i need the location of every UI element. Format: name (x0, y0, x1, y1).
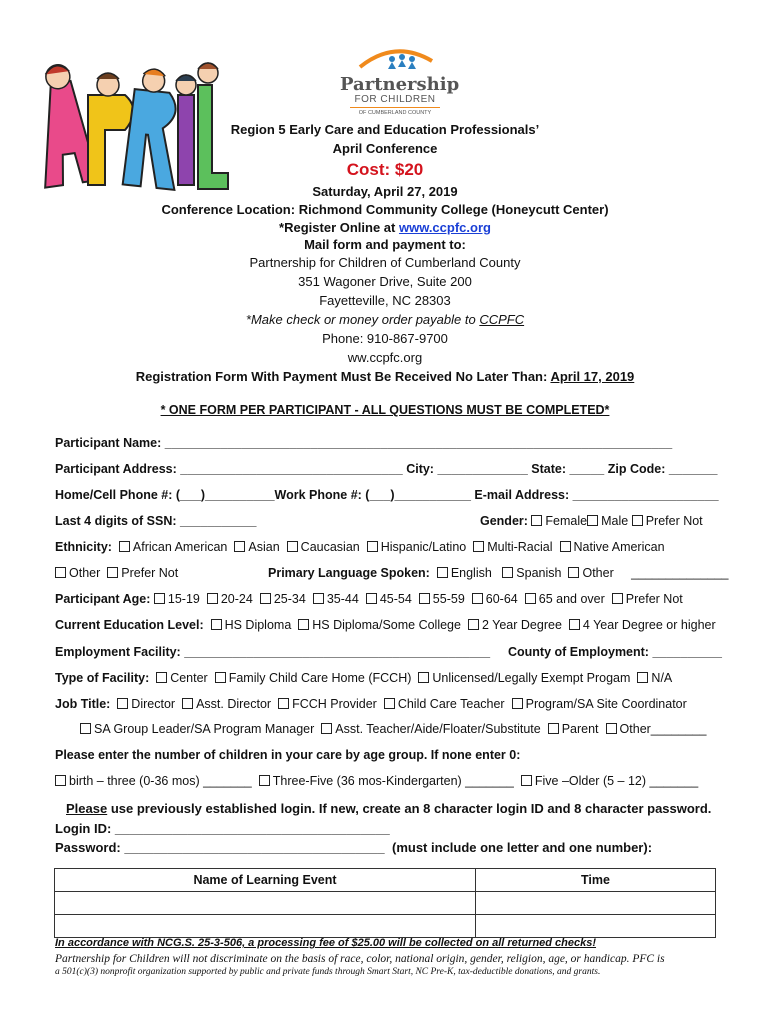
conference-title-line2: April Conference (332, 141, 438, 156)
job-option: SA Group Leader/SA Program Manager (94, 722, 315, 736)
age-checkbox[interactable] (366, 593, 377, 604)
children-age-group (55, 774, 705, 788)
language-checkbox[interactable] (502, 567, 513, 578)
age-option: 55-59 (432, 592, 465, 606)
table-header-event: Name of Learning Event (55, 869, 476, 892)
age-checkbox[interactable] (313, 593, 324, 604)
language-checkbox[interactable] (437, 567, 448, 578)
language-group (268, 566, 729, 580)
ethnicity-checkbox[interactable] (107, 567, 118, 578)
education-checkbox[interactable] (569, 619, 580, 630)
one-form-notice: * ONE FORM PER PARTICIPANT - ALL QUESTIONS MUST BE COMPLETED* (160, 403, 610, 417)
participant-name-field[interactable]: Participant Name: _________________________________________________________________________ (55, 436, 673, 450)
education-option: HS Diploma/Some College (312, 618, 461, 632)
returned-check-fee-notice: In accordance with NCG.S. 25-3-506, a processing fee of $25.00 will be collected on all returned checks! (55, 937, 597, 949)
education-option: 2 Year Degree (481, 618, 562, 632)
age-checkbox[interactable] (612, 593, 623, 604)
facility-option: Family Child Care Home (FCCH) (228, 671, 412, 685)
children-option: birth – three (0-36 mos) _______ (69, 774, 252, 788)
ssn-field[interactable]: Last 4 digits of SSN: ___________ (55, 514, 257, 528)
education-checkbox[interactable] (298, 619, 309, 630)
logo-county-text: OF CUMBERLAND COUNTY (358, 110, 432, 116)
address-line3: Fayetteville, NC 28303 (319, 293, 451, 308)
education-label: Current Education Level: (55, 618, 204, 632)
phone-line: Phone: 910-867-9700 (322, 331, 448, 346)
gender-option: Male (601, 514, 629, 528)
age-group (55, 592, 690, 606)
event-time-cell[interactable] (476, 915, 716, 938)
ethnicity-option: Hispanic/Latino (380, 540, 467, 554)
age-option: 20-24 (220, 592, 253, 606)
ethnicity-checkbox[interactable] (560, 541, 571, 552)
gender-group (480, 514, 703, 528)
age-option: 35-44 (326, 592, 359, 606)
job-checkbox[interactable] (548, 723, 559, 734)
gender-option: Prefer Not (645, 514, 703, 528)
conference-date: Saturday, April 27, 2019 (312, 184, 458, 199)
education-checkbox[interactable] (211, 619, 222, 630)
job-checkbox[interactable] (384, 698, 395, 709)
ethnicity-option: Multi-Racial (487, 540, 553, 554)
login-please: Please (66, 801, 108, 816)
deadline-line (0, 369, 770, 385)
job-checkbox[interactable] (80, 723, 91, 734)
age-checkbox[interactable] (260, 593, 271, 604)
facility-option: Unlicensed/Legally Exempt Progam (432, 671, 631, 685)
language-option: English (450, 566, 492, 580)
website-line: ww.ccpfc.org (347, 350, 423, 365)
language-label: Primary Language Spoken: (268, 566, 430, 580)
job-checkbox[interactable] (512, 698, 523, 709)
age-option: 65 and over (538, 592, 605, 606)
ethnicity-option: Prefer Not (121, 566, 179, 580)
children-checkbox[interactable] (55, 775, 66, 786)
ethnicity-checkbox[interactable] (367, 541, 378, 552)
education-group (55, 618, 723, 632)
address-line1: Partnership for Children of Cumberland County (249, 255, 521, 270)
partnership-arc-icon (340, 45, 450, 71)
ethnicity-option: Caucasian (300, 540, 360, 554)
partnership-logo (340, 45, 460, 116)
age-checkbox[interactable] (472, 593, 483, 604)
payable-prefix: *Make check or money order payable to (245, 312, 480, 327)
payable-to: CCPFC (479, 312, 525, 327)
logo-for-children-text: FOR CHILDREN (354, 94, 436, 105)
facility-option: Center (170, 671, 208, 685)
facility-label: Type of Facility: (55, 671, 150, 685)
participant-address-field[interactable]: Participant Address: ________________________________ City: _____________ State: _____ Zip Code: _______ (55, 462, 718, 476)
register-online-line (0, 220, 770, 236)
logo-partnership-text: Partnership (340, 74, 460, 95)
language-other-blank[interactable]: ______________ (631, 566, 729, 580)
mail-label: Mail form and payment to: (304, 237, 466, 252)
job-option: Asst. Director (196, 697, 272, 711)
ethnicity-checkbox[interactable] (287, 541, 298, 552)
job-checkbox[interactable] (606, 723, 617, 734)
payable-line (0, 312, 770, 328)
nonprofit-statement: a 501(c)(3) nonprofit organization supported by public and private funds through Smart Start, NC Pre-K, tax-deductible donations, and grants. (55, 967, 601, 977)
conference-location: Conference Location: Richmond Community College (Honeycutt Center) (161, 202, 609, 217)
children-option: Five –Older (5 – 12) _______ (534, 774, 699, 788)
job-title-group-2 (80, 722, 713, 736)
login-instr-text: use previously established login. If new, create an 8 character login ID and 8 character password. (107, 801, 712, 816)
job-title-label: Job Title: (55, 697, 111, 711)
login-instructions (66, 801, 711, 816)
job-option: Other________ (619, 722, 707, 736)
facility-checkbox[interactable] (215, 672, 226, 683)
job-checkbox[interactable] (117, 698, 128, 709)
job-option: Director (131, 697, 176, 711)
conference-title-line1: Region 5 Early Care and Education Professionals’ (230, 122, 540, 137)
ethnicity-checkbox[interactable] (234, 541, 245, 552)
ethnicity-option: Other (69, 566, 101, 580)
age-checkbox[interactable] (207, 593, 218, 604)
job-option: Asst. Teacher/Aide/Floater/Substitute (335, 722, 541, 736)
job-option: Parent (561, 722, 599, 736)
county-field[interactable]: County of Employment: __________ (508, 645, 722, 659)
children-option: Three-Five (36 mos-Kindergarten) _______ (272, 774, 514, 788)
language-option: Spanish (516, 566, 562, 580)
facility-checkbox[interactable] (156, 672, 167, 683)
address-line2: 351 Wagoner Drive, Suite 200 (298, 274, 472, 289)
learning-event-table (54, 868, 716, 938)
children-checkbox[interactable] (259, 775, 270, 786)
language-option: Other (582, 566, 614, 580)
age-checkbox[interactable] (419, 593, 430, 604)
job-checkbox[interactable] (182, 698, 193, 709)
register-link[interactable]: www.ccpfc.org (398, 220, 491, 235)
register-prefix: *Register Online at (279, 220, 399, 235)
event-name-cell[interactable] (55, 915, 476, 938)
ethnicity-checkbox[interactable] (55, 567, 66, 578)
education-checkbox[interactable] (468, 619, 479, 630)
job-title-group (55, 697, 694, 711)
table-row (55, 915, 716, 938)
children-checkbox[interactable] (521, 775, 532, 786)
children-prompt: Please enter the number of children in your care by age group. If none enter 0: (55, 748, 521, 762)
job-option: Child Care Teacher (397, 697, 505, 711)
gender-female-checkbox[interactable] (531, 515, 542, 526)
employment-facility-field[interactable]: Employment Facility: ____________________________________________ (55, 645, 491, 659)
table-header-time: Time (476, 869, 716, 892)
age-checkbox[interactable] (525, 593, 536, 604)
password-field[interactable]: Password: ____________________________________ (55, 840, 385, 855)
ethnicity-option: Native American (573, 540, 665, 554)
age-option: 60-64 (485, 592, 518, 606)
ethnicity-option: Asian (248, 540, 280, 554)
education-option: HS Diploma (224, 618, 292, 632)
facility-checkbox[interactable] (637, 672, 648, 683)
job-option: Program/SA Site Coordinator (525, 697, 687, 711)
ethnicity-checkbox[interactable] (119, 541, 130, 552)
event-name-cell[interactable] (55, 892, 476, 915)
password-note: (must include one letter and one number): (392, 840, 653, 855)
ethnicity-group (55, 540, 672, 554)
age-checkbox[interactable] (154, 593, 165, 604)
age-option: 15-19 (167, 592, 200, 606)
phone-email-field[interactable]: Home/Cell Phone #: (___)__________Work Phone #: (___)___________ E-mail Address: _____________________ (55, 488, 719, 502)
ethnicity-option: African American (132, 540, 228, 554)
job-option: FCCH Provider (292, 697, 377, 711)
facility-checkbox[interactable] (418, 672, 429, 683)
education-option: 4 Year Degree or higher (582, 618, 716, 632)
ethnicity-label: Ethnicity: (55, 540, 112, 554)
job-checkbox[interactable] (278, 698, 289, 709)
cost-label: Cost: $20 (346, 160, 424, 179)
ethnicity-group-2 (55, 566, 185, 580)
gender-male-checkbox[interactable] (587, 515, 598, 526)
age-option: Prefer Not (625, 592, 683, 606)
gender-prefer-not-checkbox[interactable] (632, 515, 643, 526)
job-checkbox[interactable] (321, 723, 332, 734)
table-row (55, 892, 716, 915)
gender-label: Gender: (480, 514, 528, 528)
gender-option: Female (545, 514, 588, 528)
nondiscrimination-statement: Partnership for Children will not discriminate on the basis of race, color, national origin, gender, religion, age, or handicap. PFC is (55, 953, 665, 965)
ethnicity-checkbox[interactable] (473, 541, 484, 552)
login-id-field[interactable]: Login ID: ______________________________________ (55, 821, 390, 836)
deadline-prefix: Registration Form With Payment Must Be Received No Later Than: (135, 369, 551, 384)
event-time-cell[interactable] (476, 892, 716, 915)
deadline-date: April 17, 2019 (550, 369, 635, 384)
facility-option: N/A (651, 671, 673, 685)
age-option: 25-34 (273, 592, 306, 606)
age-option: 45-54 (379, 592, 412, 606)
facility-group (55, 671, 679, 685)
language-checkbox[interactable] (568, 567, 579, 578)
age-label: Participant Age: (55, 592, 151, 606)
